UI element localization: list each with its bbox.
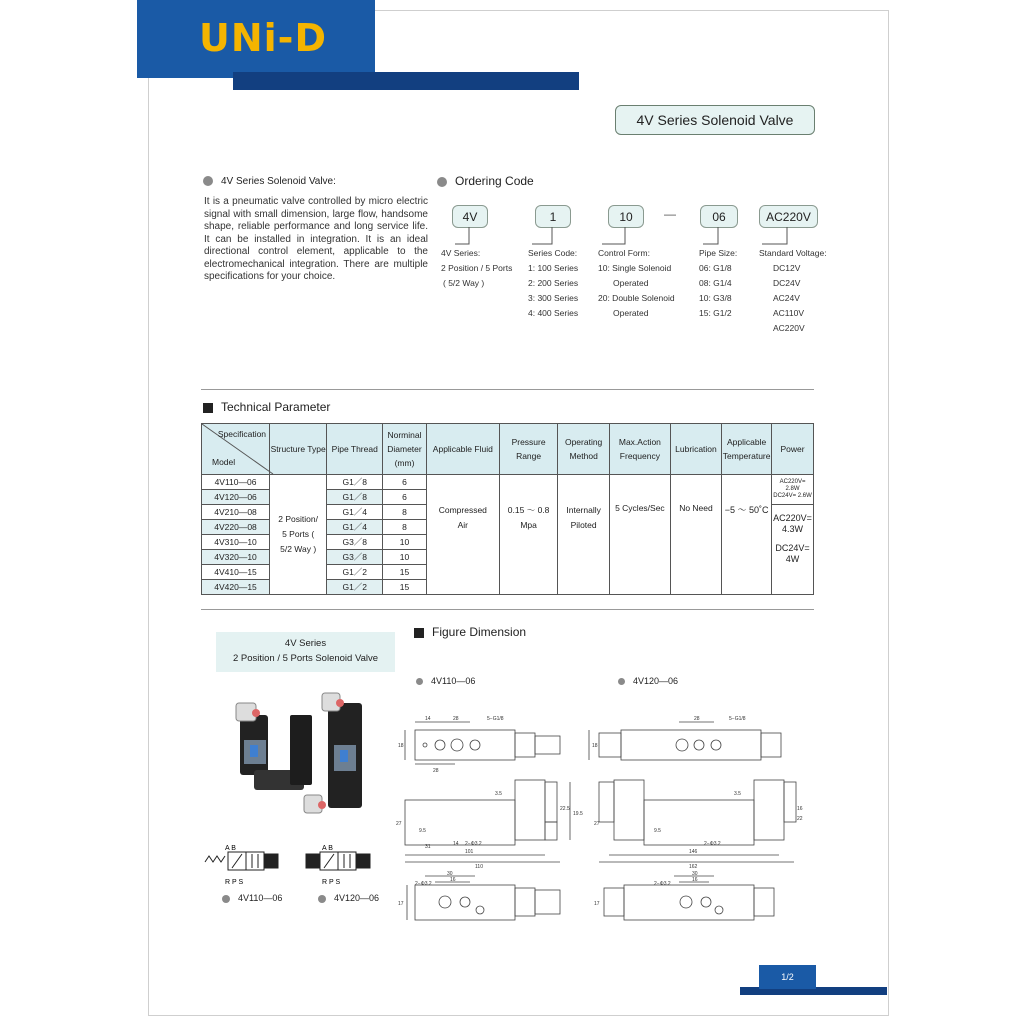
dim-label: 16 bbox=[797, 806, 803, 812]
page-number: 1/2 bbox=[759, 965, 816, 989]
code-col-line: DC24V bbox=[773, 278, 801, 288]
dim-label: 17 bbox=[398, 901, 404, 907]
square-bullet-icon bbox=[414, 628, 424, 638]
cell-model: 4V310—10 bbox=[202, 535, 270, 550]
view-label-1: 4V110—06 bbox=[431, 676, 476, 686]
code-col-line: 10: G3/8 bbox=[699, 293, 732, 303]
code-col-line: 4: 400 Series bbox=[528, 308, 579, 318]
code-col-title: Control Form: bbox=[598, 248, 650, 258]
code-col-series-code bbox=[528, 246, 578, 321]
code-col-pipe bbox=[699, 246, 737, 321]
dim-label: 28 bbox=[433, 768, 439, 774]
symbol-label-2: 4V120—06 bbox=[334, 893, 380, 903]
cell-dia: 15 bbox=[383, 580, 426, 595]
header-temperature: Applicable Temperature bbox=[722, 424, 772, 475]
product-caption-line2: 2 Position / 5 Ports Solenoid Valve bbox=[232, 653, 379, 664]
cell-frequency: 5 Cycles/Sec bbox=[609, 475, 670, 595]
dimension-drawing-4v120 bbox=[594, 700, 809, 940]
code-col-line: AC220V bbox=[773, 323, 805, 333]
power-large-line: DC24V= 4W bbox=[775, 543, 810, 564]
dimension-heading-row bbox=[414, 625, 526, 639]
dim-label: 2−Φ3.2 bbox=[654, 881, 671, 887]
cell-model: 4V420—15 bbox=[202, 580, 270, 595]
cell-dia: 10 bbox=[383, 535, 426, 550]
dim-label: 14 bbox=[425, 716, 431, 722]
code-col-line: Operated bbox=[613, 308, 649, 318]
code-col-line: Operated bbox=[613, 278, 649, 288]
table-row bbox=[202, 475, 814, 490]
code-dash: — bbox=[664, 207, 676, 221]
cell-pipe: G1／8 bbox=[327, 490, 383, 505]
dim-label: 14 bbox=[453, 841, 459, 847]
ordering-heading: Ordering Code bbox=[455, 174, 534, 188]
dim-label: 28 bbox=[453, 716, 459, 722]
port-label-bottom: R P S bbox=[225, 879, 244, 886]
valve-double-photo bbox=[304, 693, 362, 813]
header-spec-model bbox=[202, 424, 270, 475]
dimension-drawing-4v110 bbox=[395, 700, 595, 940]
header-frequency: Max.Action Frequency bbox=[609, 424, 670, 475]
dim-label: 28 bbox=[694, 716, 700, 722]
cell-method: Internally Piloted bbox=[558, 475, 610, 595]
symbol-label-1: 4V110—06 bbox=[238, 893, 283, 903]
cell-pipe: G3／8 bbox=[327, 535, 383, 550]
cell-pipe: G1／2 bbox=[327, 580, 383, 595]
code-col-line: ( 5/2 Way ) bbox=[443, 278, 485, 288]
port-label-bottom-2: R P S bbox=[322, 879, 341, 886]
code-col-line: 10: Single Solenoid bbox=[598, 263, 672, 273]
cell-pipe: G3／8 bbox=[327, 550, 383, 565]
code-col-line: 15: G1/2 bbox=[699, 308, 732, 318]
code-box-voltage: AC220V bbox=[759, 205, 818, 228]
cell-dia: 6 bbox=[383, 475, 426, 490]
dim-label: 17 bbox=[594, 901, 600, 907]
code-col-line: AC24V bbox=[773, 293, 800, 303]
power-small-line: DC24V= 2.6W bbox=[773, 493, 812, 499]
code-col-title: Standard Voltage: bbox=[759, 248, 827, 258]
cell-structure: 2 Position/ 5 Ports ( 5/2 Way ) bbox=[270, 475, 327, 595]
product-caption-line1: 4V Series bbox=[284, 638, 327, 649]
dim-label: 30 bbox=[447, 871, 453, 877]
port-label-top-2: A B bbox=[322, 845, 333, 852]
page-title: 4V Series Solenoid Valve bbox=[615, 105, 815, 135]
symbol-label-1-row bbox=[222, 893, 282, 903]
code-col-title: Pipe Size: bbox=[699, 248, 738, 258]
header-structure: Structure Type bbox=[270, 424, 327, 475]
dim-label: 9.5 bbox=[419, 828, 426, 834]
dim-label: 101 bbox=[465, 849, 474, 855]
divider bbox=[201, 609, 814, 610]
divider bbox=[201, 389, 814, 390]
code-col-line: AC110V bbox=[773, 308, 805, 318]
port-label-top: A B bbox=[225, 845, 236, 852]
cell-pipe: G1／4 bbox=[327, 520, 383, 535]
cell-pipe: G1／2 bbox=[327, 565, 383, 580]
dim-label: 2−Φ3.2 bbox=[465, 841, 482, 847]
code-box-control: 10 bbox=[608, 205, 644, 228]
cell-power-large bbox=[772, 505, 814, 595]
intro-heading: 4V Series Solenoid Valve: bbox=[221, 176, 336, 187]
technical-heading: Technical Parameter bbox=[221, 400, 331, 414]
view-label-2-row bbox=[618, 676, 678, 686]
dim-label: 5−G1/8 bbox=[729, 716, 746, 722]
code-col-line: 06: G1/8 bbox=[699, 263, 732, 273]
view-label-2: 4V120—06 bbox=[633, 676, 679, 686]
bullet-icon bbox=[618, 678, 625, 685]
bullet-icon bbox=[318, 895, 326, 903]
dim-label: 27 bbox=[594, 821, 600, 827]
cell-model: 4V320—10 bbox=[202, 550, 270, 565]
header-method: Operating Method bbox=[558, 424, 610, 475]
dim-label: 27 bbox=[396, 821, 402, 827]
header-pressure: Pressure Range bbox=[499, 424, 557, 475]
code-col-series bbox=[441, 246, 512, 291]
square-bullet-icon bbox=[203, 403, 213, 413]
product-photo bbox=[200, 685, 400, 835]
technical-table bbox=[201, 423, 814, 595]
intro-text: It is a pneumatic valve controlled by micro electric signal with small dimension, large flow, handsome shape, reliable performance and long service life. It can be installed in integration. It is an ideal directional control element, applicable to the electromechanical integration. There are multiple specifications for your choice. bbox=[204, 196, 428, 282]
code-box-pipe: 06 bbox=[700, 205, 738, 228]
cell-dia: 10 bbox=[383, 550, 426, 565]
cell-model: 4V220—08 bbox=[202, 520, 270, 535]
cell-model: 4V410—15 bbox=[202, 565, 270, 580]
dim-label: 19.5 bbox=[573, 811, 583, 817]
cell-dia: 8 bbox=[383, 520, 426, 535]
dim-label: 18 bbox=[592, 743, 598, 749]
header-power: Power bbox=[772, 424, 814, 475]
dimension-heading: Figure Dimension bbox=[432, 625, 527, 639]
bullet-icon bbox=[222, 895, 230, 903]
cell-model: 4V120—06 bbox=[202, 490, 270, 505]
header-fluid: Applicable Fluid bbox=[426, 424, 499, 475]
header-specification: Specification bbox=[217, 429, 267, 439]
cell-pipe: G1／8 bbox=[327, 475, 383, 490]
code-col-title: Series Code: bbox=[528, 248, 578, 258]
cell-pipe: G1／4 bbox=[327, 505, 383, 520]
code-box-series: 4V bbox=[452, 205, 488, 228]
symbol-double bbox=[306, 852, 370, 870]
technical-heading-row bbox=[203, 400, 330, 414]
code-col-line: 2: 200 Series bbox=[528, 278, 579, 288]
code-col-line: 08: G1/4 bbox=[699, 278, 732, 288]
bullet-icon bbox=[416, 678, 423, 685]
cell-fluid: Compressed Air bbox=[426, 475, 499, 595]
cell-power-small bbox=[772, 475, 814, 505]
code-box-series-code: 1 bbox=[535, 205, 571, 228]
cell-model: 4V110—06 bbox=[202, 475, 270, 490]
dim-label: 3.5 bbox=[734, 791, 741, 797]
ordering-connectors bbox=[0, 0, 1024, 260]
dim-label: 16 bbox=[692, 877, 698, 883]
dim-label: 2−Φ3.2 bbox=[704, 841, 721, 847]
cell-dia: 15 bbox=[383, 565, 426, 580]
table-header-row bbox=[202, 424, 814, 475]
header-pipe: Pipe Thread bbox=[327, 424, 383, 475]
dim-label: 162 bbox=[689, 864, 698, 870]
code-col-line: 1: 100 Series bbox=[528, 263, 579, 273]
header-model: Model bbox=[212, 457, 236, 467]
code-col-line: 3: 300 Series bbox=[528, 293, 579, 303]
cell-dia: 6 bbox=[383, 490, 426, 505]
power-large-line: AC220V= 4.3W bbox=[773, 513, 812, 534]
dim-label: 22.5 bbox=[560, 806, 570, 812]
header-diameter: Norminal Diameter (mm) bbox=[383, 424, 426, 475]
product-caption bbox=[216, 632, 395, 672]
view-label-1-row bbox=[416, 676, 475, 686]
dim-label: 2−Φ3.2 bbox=[415, 881, 432, 887]
header-lubrication: Lubrication bbox=[670, 424, 721, 475]
dim-label: 3.5 bbox=[495, 791, 502, 797]
cell-model: 4V210—08 bbox=[202, 505, 270, 520]
dim-label: 31 bbox=[425, 844, 431, 850]
cell-lubrication: No Need bbox=[670, 475, 721, 595]
brand-logo: UNi-D bbox=[199, 16, 327, 60]
pneumatic-symbols bbox=[200, 840, 400, 890]
dim-label: 5−G1/8 bbox=[487, 716, 504, 722]
cell-pressure: 0.15 ～ 0.8 Mpa bbox=[499, 475, 557, 595]
code-col-voltage bbox=[759, 246, 827, 336]
dim-label: 9.5 bbox=[654, 828, 661, 834]
dim-label: 18 bbox=[398, 743, 404, 749]
code-col-line: 20: Double Solenoid bbox=[598, 293, 675, 303]
valve-single-photo bbox=[236, 703, 312, 790]
power-small-line: AC220V= 2.8W bbox=[779, 479, 806, 492]
code-col-control bbox=[598, 246, 675, 321]
dim-label: 110 bbox=[475, 864, 483, 870]
code-col-line: DC12V bbox=[773, 263, 801, 273]
dim-label: 16 bbox=[450, 877, 456, 883]
dim-label: 146 bbox=[689, 849, 698, 855]
dim-label: 22 bbox=[797, 816, 803, 822]
dim-label: 30 bbox=[692, 871, 698, 877]
code-col-title: 4V Series: bbox=[441, 248, 481, 258]
symbol-single bbox=[205, 852, 278, 870]
code-col-line: 2 Position / 5 Ports bbox=[441, 263, 513, 273]
cell-temperature: −5 ～ 50˚C bbox=[722, 475, 772, 595]
symbol-label-2-row bbox=[318, 893, 379, 903]
cell-dia: 8 bbox=[383, 505, 426, 520]
